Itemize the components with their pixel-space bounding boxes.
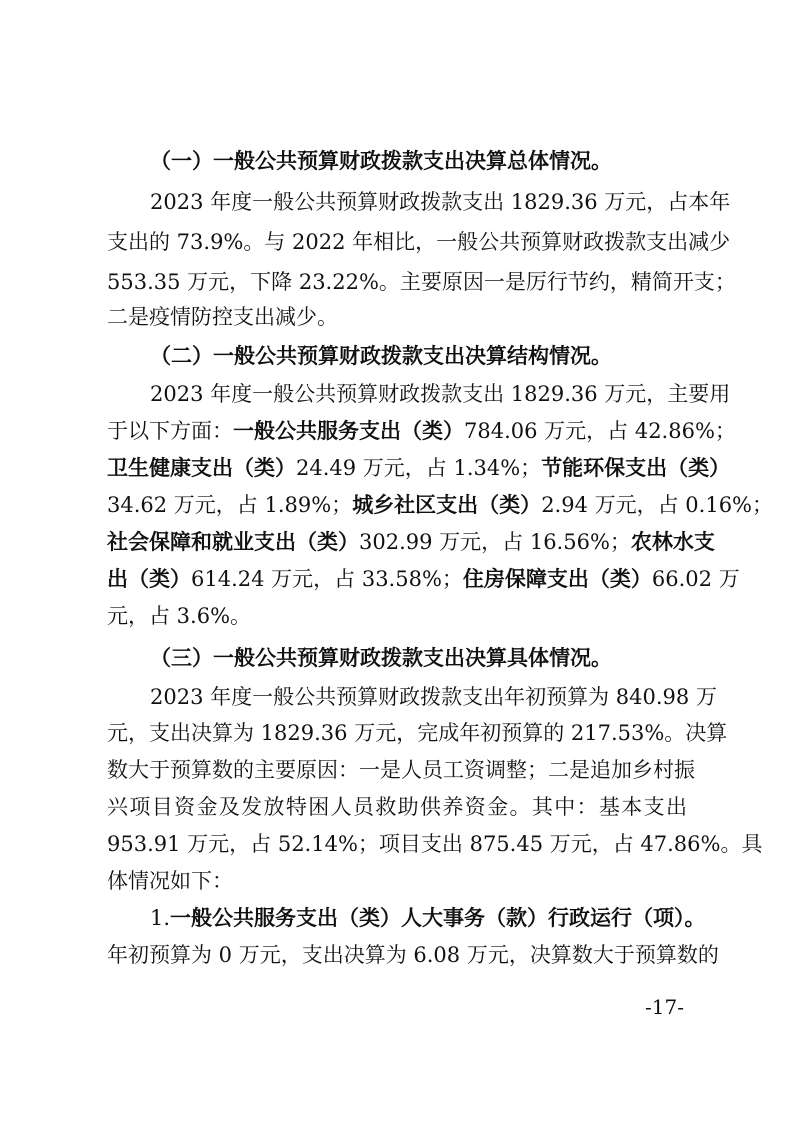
- section-3-line-3: 数大于预算数的主要原因：一是人员工资调整；二是追加乡村振: [107, 758, 695, 782]
- category-label: 农林水支: [630, 529, 715, 554]
- section-2-line-2: [107, 416, 736, 446]
- section-3-line-5: 953.91 万元，占 52.14%；项目支出 875.45 万元，占 47.86%。具: [107, 832, 763, 856]
- text-run: 302.99 万元，占 16.56%；: [359, 530, 631, 554]
- text-run: 614.24 万元，占 33.58%；: [191, 567, 463, 591]
- category-label: 卫生健康支出（类）: [107, 455, 296, 480]
- text-run: 2.94 万元，占 0.16%；: [541, 493, 774, 517]
- category-label: 住房保障支出（类）: [462, 566, 652, 591]
- section-2-line-3: [107, 453, 731, 483]
- item-title: 一般公共服务支出（类）人大事务（款）行政运行（项）。: [170, 905, 706, 930]
- text-run: 784.06 万元，占 42.86%；: [464, 419, 736, 443]
- item-1-heading: [150, 903, 706, 933]
- item-1-line-1: 年初预算为 0 万元，支出决算为 6.08 万元，决算数大于预算数的: [107, 943, 719, 967]
- category-label: 社会保障和就业支出（类）: [107, 529, 359, 554]
- text-run: 34.62 万元，占 1.89%；: [107, 493, 353, 517]
- section-2-line-5: [107, 527, 715, 557]
- section-3-line-4: 兴项目资金及发放特困人员救助供养资金。其中：基本支出: [107, 795, 687, 819]
- section-3-heading: （三）一般公共预算财政拨款支出决算具体情况。: [150, 645, 612, 670]
- section-2-line-4: [107, 490, 774, 520]
- category-label: 出（类）: [107, 566, 191, 591]
- section-1-heading: （一）一般公共预算财政拨款支出决算总体情况。: [150, 148, 612, 173]
- category-label: 节能环保支出（类）: [541, 455, 731, 480]
- section-3-line-6: 体情况如下：: [107, 869, 233, 893]
- text-run: 于以下方面：: [107, 419, 233, 443]
- section-1-line-1: 2023 年度一般公共预算财政拨款支出 1829.36 万元，占本年: [150, 190, 731, 214]
- section-2-line-7: 元，占 3.6%。: [107, 604, 252, 628]
- section-3-line-2: 元，支出决算为 1829.36 万元，完成年初预算的 217.53%。决算: [107, 721, 728, 745]
- text-run: 24.49 万元，占 1.34%；: [296, 456, 542, 480]
- category-label: 城乡社区支出（类）: [352, 492, 542, 517]
- section-2-heading: （二）一般公共预算财政拨款支出决算结构情况。: [150, 343, 612, 368]
- page-number: -17-: [645, 995, 684, 1019]
- section-1-line-4: 二是疫情防控支出减少。: [107, 305, 338, 329]
- item-number: 1.: [150, 906, 171, 930]
- section-1-line-2: 支出的 73.9%。与 2022 年相比，一般公共预算财政拨款支出减少: [107, 230, 731, 254]
- section-1-line-3: 553.35 万元，下降 23.22%。主要原因一是厉行节约，精简开支；: [107, 270, 736, 294]
- section-2-line-6: [107, 564, 740, 594]
- section-2-line-1: 2023 年度一般公共预算财政拨款支出 1829.36 万元，主要用: [150, 382, 731, 406]
- category-label: 一般公共服务支出（类）: [233, 418, 464, 443]
- text-run: 66.02 万: [651, 567, 740, 591]
- section-3-line-1: 2023 年度一般公共预算财政拨款支出年初预算为 840.98 万: [150, 685, 717, 709]
